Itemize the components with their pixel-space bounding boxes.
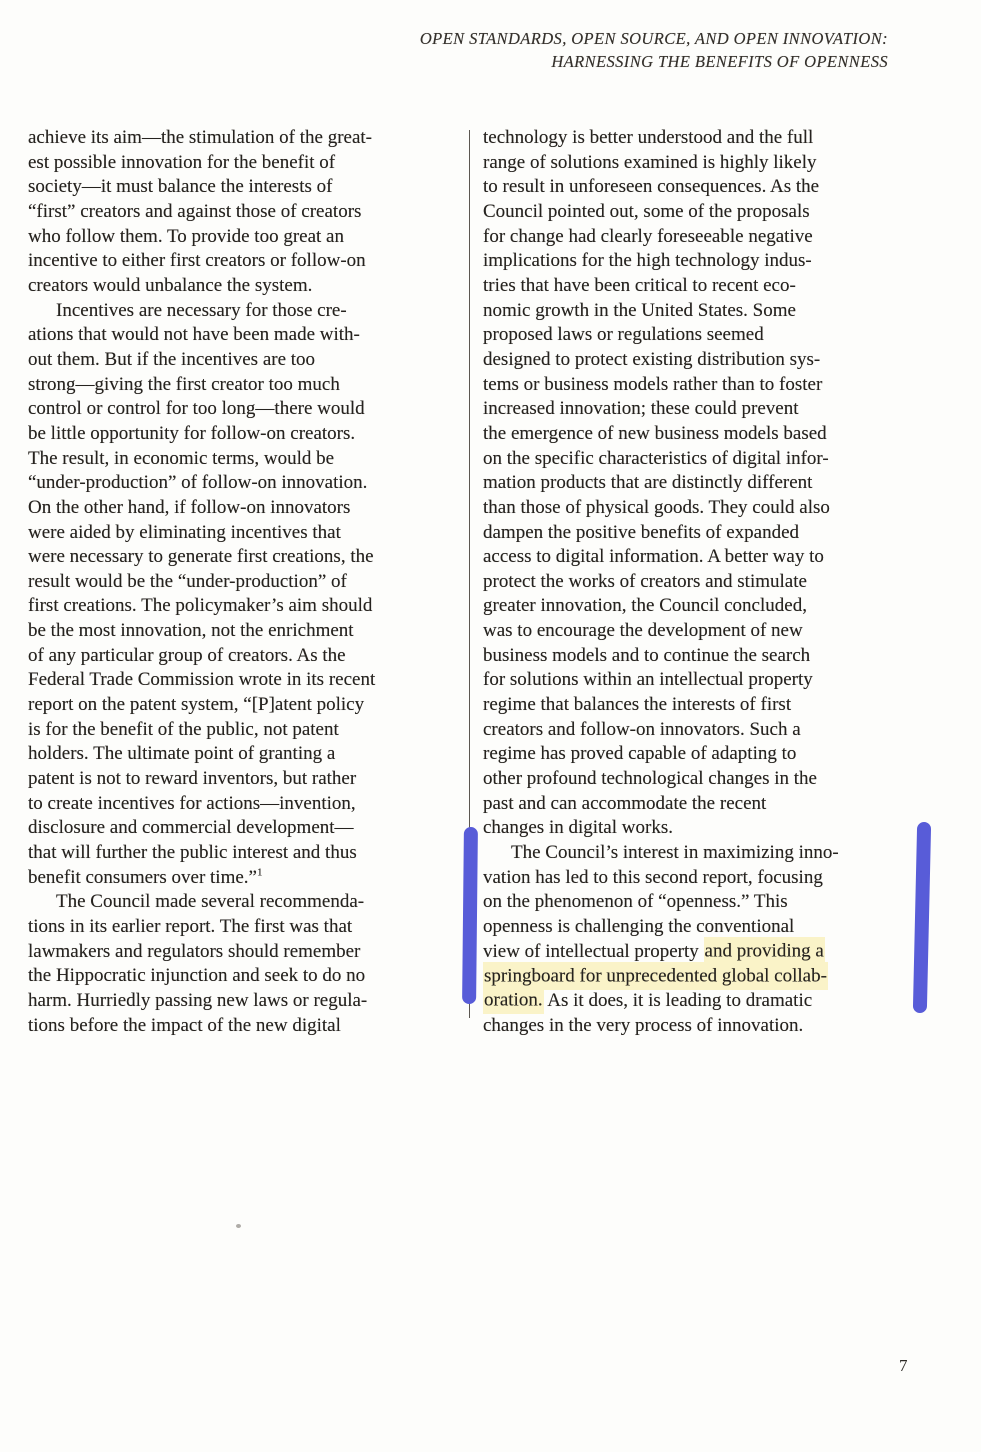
- text-column-left: [28, 126, 458, 1038]
- text-segment: creators would unbalance the system.: [28, 274, 313, 296]
- text-line: [483, 447, 913, 472]
- text-line: [483, 964, 913, 989]
- text-segment: achieve its aim—the stimulation of the great-: [28, 127, 373, 148]
- header-line-1: OPEN STANDARDS, OPEN SOURCE, AND OPEN INNOVATION:: [419, 29, 888, 48]
- text-line: [483, 323, 913, 348]
- text-segment: for change had clearly foreseeable negative: [483, 225, 813, 247]
- text-segment: tems or business models rather than to foster: [483, 373, 823, 395]
- text-line: [483, 718, 913, 743]
- text-line: [483, 225, 913, 250]
- text-line: [28, 249, 458, 274]
- text-segment: than those of physical goods. They could also: [483, 496, 830, 518]
- text-segment: on the phenomenon of “openness.” This: [483, 891, 788, 913]
- text-line: [28, 521, 458, 546]
- text-line: [28, 940, 458, 965]
- text-line: [28, 841, 458, 866]
- text-line: [483, 915, 913, 940]
- text-segment: “under-production” of follow-on innovation.: [28, 472, 368, 494]
- text-line: [483, 397, 913, 422]
- text-segment: ations that would not have been made with-: [28, 324, 360, 346]
- text-line: [483, 693, 913, 718]
- text-segment: report on the patent system, “[P]atent policy: [28, 694, 365, 716]
- text-line: [28, 373, 458, 398]
- text-segment: Incentives are necessary for those cre-: [56, 299, 347, 321]
- text-segment: The Council made several recommenda-: [56, 891, 365, 913]
- page-number: 7: [899, 1356, 908, 1375]
- text-line: [28, 570, 458, 595]
- text-line: [28, 274, 458, 299]
- text-line: [483, 570, 913, 595]
- text-line: [483, 422, 913, 447]
- text-segment: of any particular group of creators. As the: [28, 644, 346, 666]
- text-segment: vation has led to this second report, focusing: [483, 866, 823, 888]
- text-line: [483, 1014, 913, 1039]
- text-line: [28, 718, 458, 743]
- text-segment: access to digital information. A better way to: [483, 546, 824, 568]
- text-line: [28, 126, 458, 151]
- text-segment: disclosure and commercial development—: [28, 817, 354, 839]
- text-line: [483, 668, 913, 693]
- text-line: [28, 299, 458, 324]
- text-line: [28, 151, 458, 176]
- margin-marker-bar-right: [913, 822, 931, 1013]
- text-line: [28, 693, 458, 718]
- text-line: [28, 890, 458, 915]
- text-line: [28, 200, 458, 225]
- text-line: [483, 742, 913, 767]
- text-segment: other profound technological changes in the: [483, 768, 817, 790]
- text-segment: harm. Hurriedly passing new laws or regula-: [28, 989, 368, 1011]
- text-segment: range of solutions examined is highly likely: [483, 151, 817, 173]
- text-segment: be little opportunity for follow-on creators.: [28, 422, 356, 444]
- text-segment: nomic growth in the United States. Some: [483, 299, 796, 321]
- text-line: [28, 619, 458, 644]
- text-line: [483, 594, 913, 619]
- text-line: [483, 471, 913, 496]
- text-line: [28, 989, 458, 1014]
- running-header: [420, 27, 888, 73]
- text-segment: openness is challenging the conventional: [483, 916, 795, 937]
- text-line: [483, 989, 913, 1014]
- text-segment: designed to protect existing distribution sys-: [483, 348, 821, 370]
- text-line: [483, 890, 913, 915]
- text-line: [28, 397, 458, 422]
- text-segment: Federal Trade Commission wrote in its recent: [28, 669, 376, 691]
- text-segment: implications for the high technology indus-: [483, 250, 812, 272]
- text-segment: The result, in economic terms, would be: [28, 447, 335, 469]
- text-segment: be the most innovation, not the enrichment: [28, 620, 354, 642]
- text-segment: changes in the very process of innovation.: [483, 1014, 804, 1036]
- text-segment: holders. The ultimate point of granting a: [28, 743, 336, 765]
- text-line: [483, 644, 913, 669]
- text-segment: tions in its earlier report. The first was that: [28, 916, 353, 937]
- text-line: [483, 373, 913, 398]
- text-segment: creators and follow-on innovators. Such a: [483, 718, 801, 740]
- text-segment: On the other hand, if follow-on innovators: [28, 496, 351, 518]
- text-segment: for solutions within an intellectual property: [483, 669, 813, 691]
- text-segment: strong—giving the first creator too much: [28, 373, 340, 395]
- text-segment: dampen the positive benefits of expanded: [483, 521, 800, 543]
- text-line: [28, 668, 458, 693]
- text-line: [483, 249, 913, 274]
- text-segment: result would be the “under-production” of: [28, 570, 347, 592]
- highlighted-text: springboard for unprecedented global collab-: [483, 962, 828, 990]
- text-line: [28, 447, 458, 472]
- text-line: [483, 792, 913, 817]
- text-segment: were necessary to generate first creations, the: [28, 546, 374, 568]
- text-line: [483, 767, 913, 792]
- highlighted-text: oration.: [483, 986, 544, 1014]
- text-line: [483, 496, 913, 521]
- text-segment: who follow them. To provide too great an: [28, 225, 344, 247]
- text-segment: regime has proved capable of adapting to: [483, 743, 797, 765]
- text-segment: out them. But if the incentives are too: [28, 348, 316, 370]
- text-segment: that will further the public interest and thus: [28, 842, 357, 864]
- text-segment: society—it must balance the interests of: [28, 176, 333, 198]
- margin-marker-bar-left: [462, 827, 478, 1004]
- text-line: [28, 471, 458, 496]
- text-line: [483, 175, 913, 200]
- text-line: [483, 841, 913, 866]
- text-segment: patent is not to reward inventors, but rather: [28, 768, 357, 790]
- text-segment: est possible innovation for the benefit of: [28, 151, 336, 173]
- text-line: [28, 742, 458, 767]
- footnote-reference: 1: [256, 866, 263, 879]
- text-line: [483, 940, 913, 965]
- text-line: [483, 619, 913, 644]
- text-segment: business models and to continue the search: [483, 644, 811, 666]
- text-line: [28, 422, 458, 447]
- text-line: [28, 348, 458, 373]
- text-segment: first creations. The policymaker’s aim should: [28, 595, 373, 617]
- text-segment: view of intellectual property: [483, 940, 704, 962]
- text-segment: mation products that are distinctly different: [483, 472, 813, 494]
- text-segment: was to encourage the development of new: [483, 620, 803, 642]
- text-line: [483, 545, 913, 570]
- text-line: [28, 545, 458, 570]
- scan-speck: [236, 1224, 241, 1228]
- text-line: [28, 792, 458, 817]
- text-segment: As it does, it is leading to dramatic: [543, 989, 813, 1011]
- text-line: [483, 866, 913, 891]
- text-line: [28, 323, 458, 348]
- text-line: [28, 175, 458, 200]
- text-line: [483, 521, 913, 546]
- text-segment: were aided by eliminating incentives that: [28, 521, 341, 543]
- text-segment: tries that have been critical to recent eco-: [483, 274, 796, 296]
- text-line: [28, 644, 458, 669]
- text-line: [28, 594, 458, 619]
- text-segment: lawmakers and regulators should remember: [28, 940, 361, 962]
- text-line: [483, 200, 913, 225]
- text-line: [28, 225, 458, 250]
- text-line: [483, 151, 913, 176]
- text-line: [28, 866, 458, 891]
- text-segment: past and can accommodate the recent: [483, 792, 767, 814]
- text-line: [28, 767, 458, 792]
- text-segment: control or control for too long—there would: [28, 398, 365, 420]
- text-segment: regime that balances the interests of first: [483, 694, 792, 716]
- text-line: [483, 348, 913, 373]
- text-segment: incentive to either first creators or follow-on: [28, 250, 366, 272]
- text-segment: to create incentives for actions—invention,: [28, 792, 356, 814]
- text-line: [28, 816, 458, 841]
- highlighted-text: and providing a: [704, 937, 825, 965]
- text-segment: technology is better understood and the full: [483, 127, 814, 148]
- text-line: [28, 1014, 458, 1039]
- text-line: [28, 496, 458, 521]
- text-segment: increased innovation; these could prevent: [483, 398, 799, 420]
- text-segment: “first” creators and against those of creators: [28, 200, 362, 222]
- text-segment: on the specific characteristics of digital infor-: [483, 447, 829, 469]
- text-line: [483, 126, 913, 151]
- text-segment: is for the benefit of the public, not patent: [28, 718, 339, 740]
- text-segment: to result in unforeseen consequences. As the: [483, 176, 820, 198]
- text-column-right: [483, 126, 913, 1038]
- text-segment: tions before the impact of the new digital: [28, 1014, 341, 1036]
- text-segment: protect the works of creators and stimulate: [483, 570, 807, 592]
- text-segment: The Council’s interest in maximizing inno-: [511, 842, 839, 864]
- text-segment: benefit consumers over time.”: [28, 866, 257, 888]
- text-line: [483, 816, 913, 841]
- text-line: [28, 915, 458, 940]
- text-line: [28, 964, 458, 989]
- text-line: [483, 274, 913, 299]
- text-segment: proposed laws or regulations seemed: [483, 324, 764, 346]
- text-segment: greater innovation, the Council concluded,: [483, 595, 807, 617]
- text-segment: Council pointed out, some of the proposals: [483, 200, 810, 222]
- text-segment: the Hippocratic injunction and seek to do no: [28, 965, 366, 987]
- text-line: [483, 299, 913, 324]
- header-line-2: HARNESSING THE BENEFITS OF OPENNESS: [551, 52, 888, 71]
- text-segment: changes in digital works.: [483, 817, 673, 839]
- text-segment: the emergence of new business models based: [483, 422, 827, 444]
